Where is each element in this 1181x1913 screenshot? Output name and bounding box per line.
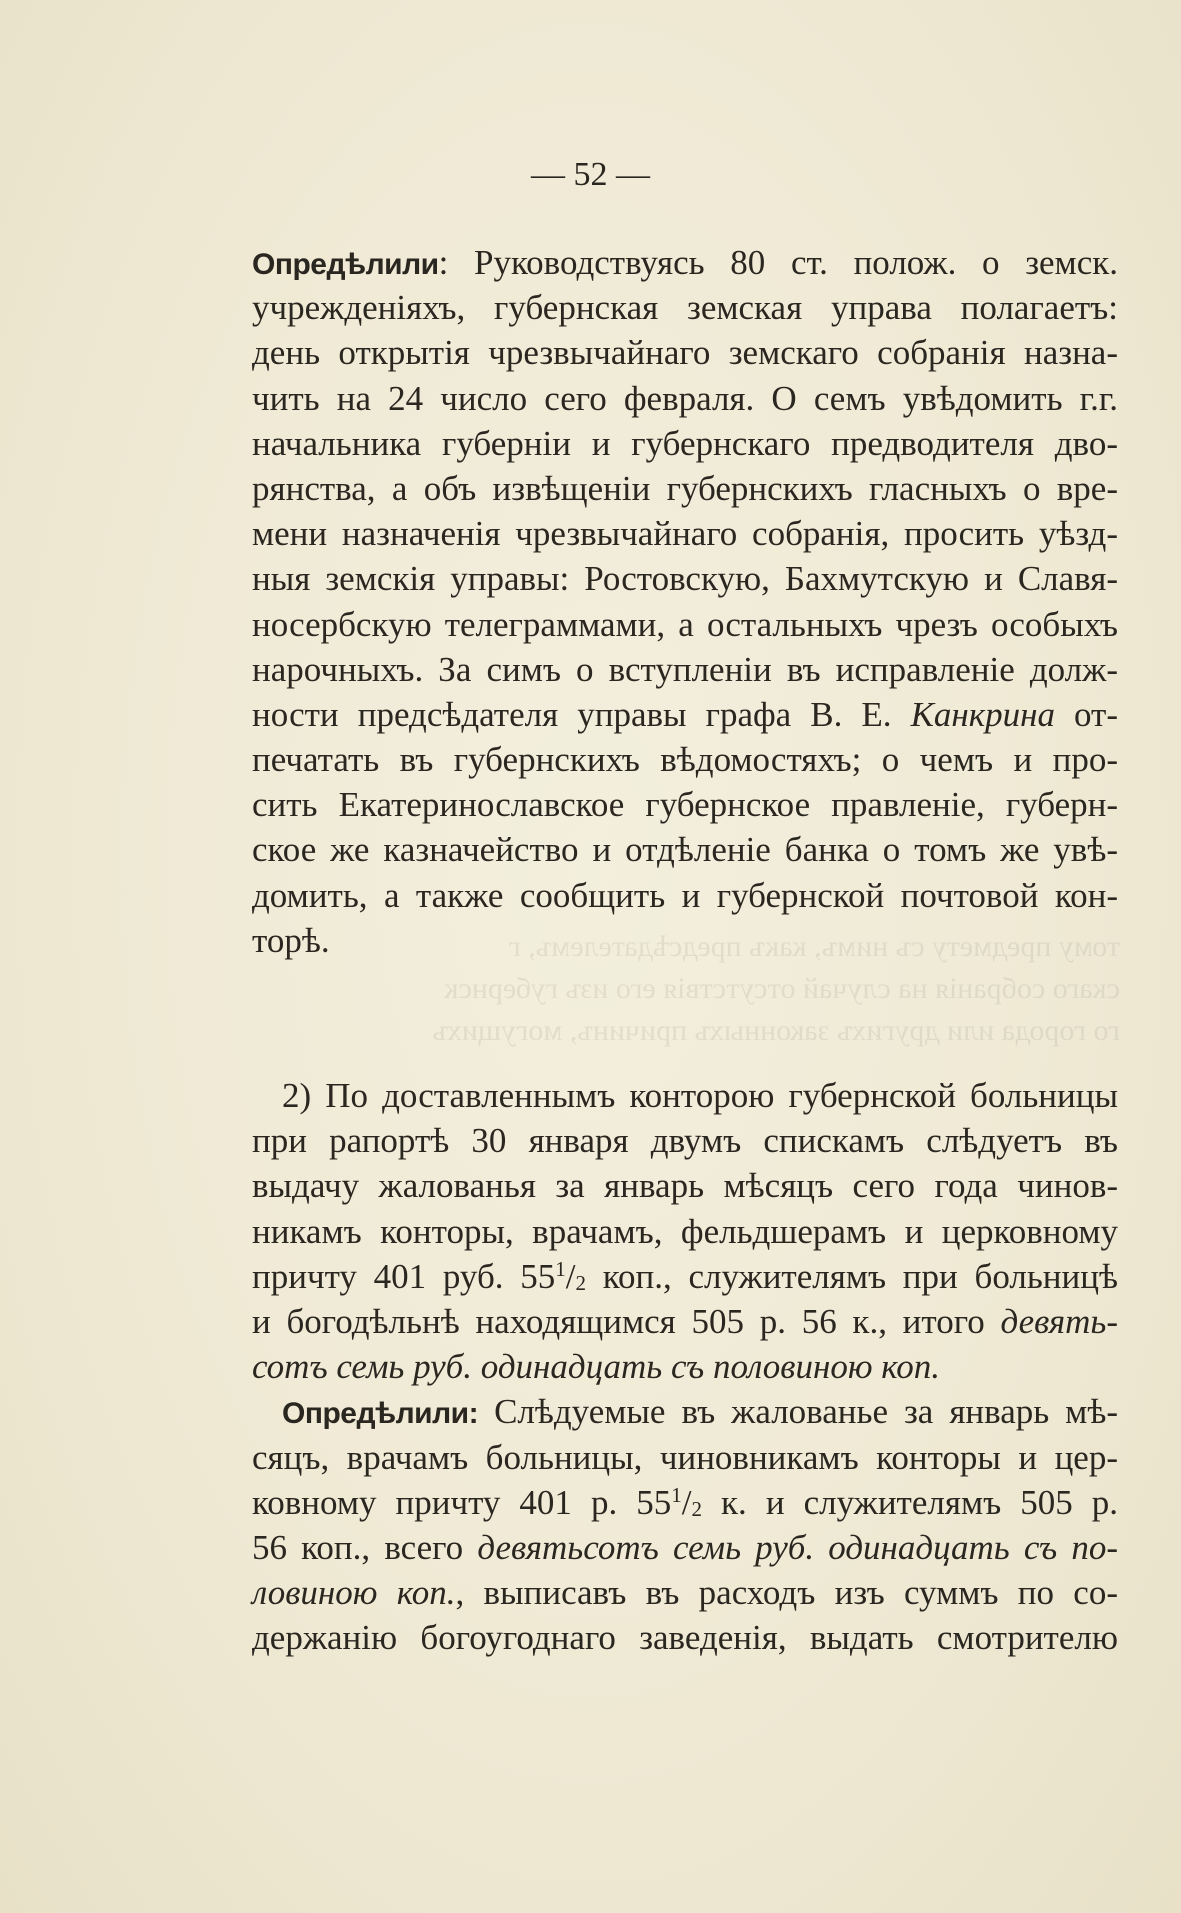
italic-name: Канкрина xyxy=(910,694,1055,734)
text-line: чить на 24 число сего февраля. О семъ увѣдомить г.г. xyxy=(252,378,1118,418)
text-line: носербскую телеграммами, а остальныхъ чрезъ особыхъ xyxy=(252,604,1118,644)
text-line: 56 коп., всего девятьсотъ семь руб. одинадцать съ по- xyxy=(252,1527,1118,1567)
text-line: ковному причту 401 р. $55^1/_2$ к. и служителямъ 505 р. xyxy=(252,1482,1119,1522)
text-line: ныя земскія управы: Ростовскую, Бахмутскую и Славя- xyxy=(252,559,1118,599)
fraction-denominator: 2 xyxy=(575,1270,587,1295)
text-line: учрежденіяхъ, губернская земская управа полагаетъ: xyxy=(252,288,1118,328)
bleed-through-text: скаго собранія на случай отсутствія его изъ губернск xyxy=(443,972,1120,1005)
text-line: держанію богоугоднаго заведенія, выдать смотрителю xyxy=(252,1618,1118,1658)
text-line: никамъ конторы, врачамъ, фельдшерамъ и церковному xyxy=(252,1211,1118,1251)
text-line: ловиною коп., выписавъ въ расходъ изъ суммъ по со- xyxy=(252,1573,1118,1613)
text-line: начальника губерніи и губернскаго предводителя дво- xyxy=(252,423,1118,463)
text-line: нарочныхъ. За симъ о вступленіи въ исправленіе долж- xyxy=(252,649,1118,689)
text-line: сотъ семь руб. одинадцать съ половиною коп. xyxy=(252,1347,941,1387)
text-line: день открытія чрезвычайнаго земскаго собранія назна- xyxy=(252,333,1118,373)
text-line: рянства, а объ извѣщеніи губернскихъ гласныхъ о вре- xyxy=(252,468,1118,508)
text-line: 2) По доставленнымъ конторою губернской больницы xyxy=(282,1076,1118,1115)
paragraph-item-2 xyxy=(252,1073,1118,1389)
fraction-numerator: 1 xyxy=(671,1482,682,1507)
fraction-denominator: 2 xyxy=(691,1496,702,1521)
text-line: домить, а также сообщить и губернской почтовой кон- xyxy=(252,875,1118,915)
text-line: Опредѣлили: Руководствуясь 80 ст. полож. о земск. xyxy=(252,243,1118,282)
resolution-label: Опредѣлили xyxy=(252,248,439,281)
fraction-numerator: 1 xyxy=(555,1256,566,1281)
text-line: и богодѣльнѣ находящимся 505 р. 56 к., итого девять- xyxy=(252,1301,1118,1341)
text-line: при рапортѣ 30 января двумъ спискамъ слѣдуетъ въ xyxy=(252,1121,1118,1161)
bleed-through-text: тому предмету съ нимъ, какъ предсѣдателемъ, г xyxy=(508,930,1120,963)
bleed-through-text: го города или другихъ законныхъ причинъ, могущихъ xyxy=(432,1014,1120,1047)
body-text xyxy=(252,240,1118,1660)
text-line: сяцъ, врачамъ больницы, чиновникамъ конторы и цер- xyxy=(252,1437,1118,1477)
text-line: мени назначенія чрезвычайнаго собранія, просить уѣзд- xyxy=(252,514,1118,554)
paragraph-resolution-1 xyxy=(252,240,1118,963)
paragraph-gap xyxy=(252,963,1118,1073)
paragraph-resolution-2 xyxy=(252,1389,1118,1660)
text-line: ское же казначейство и отдѣленіе банка о томъ же увѣ- xyxy=(252,830,1118,870)
text-line: сить Екатеринославское губернское правленіе, губерн- xyxy=(252,785,1118,825)
text-line: Опредѣлили: Слѣдуемые въ жалованье за январь мѣ- xyxy=(282,1392,1118,1432)
text-line: торѣ. xyxy=(252,920,330,960)
text-line: выдачу жалованья за январь мѣсяцъ сего года чинов- xyxy=(252,1166,1118,1206)
resolution-label: Опредѣлили: xyxy=(282,1397,479,1431)
text-line: ности предсѣдателя управы графа В. Е. Канкрина от- xyxy=(252,694,1119,734)
page-number: — 52 — xyxy=(531,156,650,193)
text-line: печатать въ губернскихъ вѣдомостяхъ; о чемъ и про- xyxy=(252,740,1118,780)
text-line: причту 401 руб. $55^1/_2$ коп., служителямъ при больницѣ xyxy=(252,1256,1118,1296)
